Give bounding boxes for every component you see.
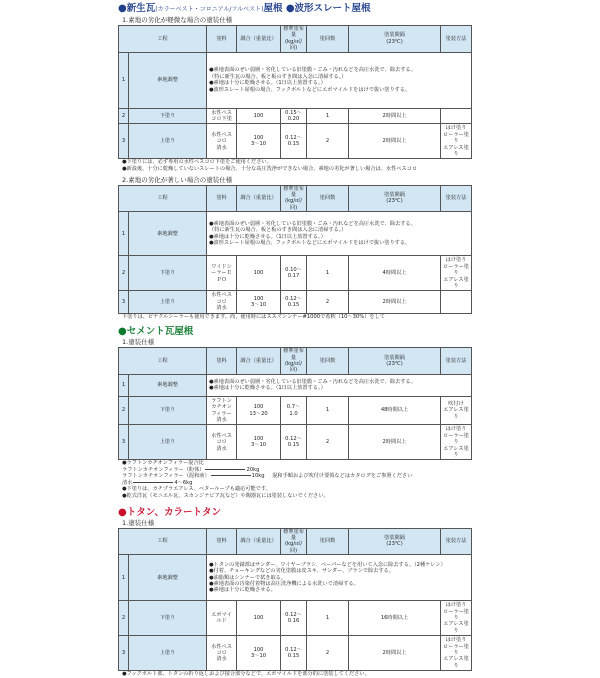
header-cell: 塗回数 — [307, 185, 349, 212]
paint-cell: エポマイルド — [207, 601, 237, 636]
prep-description: ●素地表面のぜい弱層・劣化している旧塗膜・ごみ・汚れなどを高圧水洗で、除去する。 （特に新生瓦の場合、板と板のすき間は入念に清掃する。） ●素地は十分に乾燥させる。（1日以上放置する。） ●波形スレート屋根の場合、フックボルトなどにエポマイルドをはけで抜い塗りする。 — [207, 52, 472, 108]
header-row — [119, 26, 472, 53]
paint-cell: 水性ペスコロ 清水 — [207, 636, 237, 671]
table-row — [119, 256, 472, 291]
amount-cell: 0.7〜1.0 — [281, 396, 307, 425]
table-row — [119, 601, 472, 636]
times-cell: 1 — [307, 601, 349, 636]
header-cell: 調合（重量比） — [237, 348, 281, 375]
method-cell: はけ塗り ローラー塗り エアレス塗り — [441, 636, 472, 671]
times-cell: 2 — [307, 636, 349, 671]
header-cell: 調合（重量比） — [237, 528, 281, 555]
times-cell: 1 — [307, 108, 349, 124]
header-cell: 工程 — [119, 528, 207, 555]
times-cell: 2 — [307, 124, 349, 159]
header-cell: 標準塗布量 (kg/㎡/回) — [281, 185, 307, 212]
interval-cell: 4時間以上 — [349, 256, 441, 291]
step-name: 上塗り — [129, 291, 207, 313]
times-cell: 1 — [307, 396, 349, 425]
interval-cell: 48時間以上 — [349, 396, 441, 425]
step-number: 3 — [119, 636, 129, 671]
mix-cell: 100 — [237, 601, 281, 636]
step-name: 下塗り — [129, 256, 207, 291]
step-number: 2 — [119, 396, 129, 425]
header-cell: 工程 — [119, 185, 207, 212]
header-cell: 塗装間隔 (23℃) — [349, 185, 441, 212]
method-cell: 吹付け エアレス塗り — [441, 396, 472, 425]
interval-cell: 2時間以上 — [349, 425, 441, 460]
header-cell: 標準塗布量 (kg/㎡/回) — [281, 528, 307, 555]
header-cell: 塗料 — [207, 528, 237, 555]
title-new-tile-sub: (カラーベスト・コロニアル/フルベスト) — [155, 6, 264, 13]
title-new-tile-suffix: 屋根 — [263, 3, 283, 14]
table-row — [119, 374, 472, 396]
table-row — [119, 555, 472, 601]
header-cell: 調合（重量比） — [237, 26, 281, 53]
prep-description: ●素地表面のぜい弱層・劣化している旧塗膜・ごみ・汚れなどを高圧水洗で、除去する。 （特に新生瓦の場合、板と板のすき間は入念に清掃する。） ●素地は十分に乾燥させる。（1日以上放置する。） ●波形スレート屋根の場合、フックボルトなどにエポマイルドをはけで抜い塗りする。 — [207, 212, 472, 256]
step-name: 上塗り — [129, 425, 207, 460]
interval-cell: 2時間以上 — [349, 124, 441, 159]
table-row — [119, 212, 472, 256]
step-number: 3 — [119, 425, 129, 460]
amount-cell: 0.12〜0.16 — [281, 601, 307, 636]
header-cell: 工程 — [119, 348, 207, 375]
table-1 — [118, 25, 600, 159]
interval-cell: 2時間以上 — [349, 291, 441, 313]
mix-dash — [211, 475, 251, 476]
method-cell — [441, 291, 472, 313]
step-name: 下塗り — [129, 396, 207, 425]
step-name: 下塗り — [129, 601, 207, 636]
times-cell: 1 — [307, 256, 349, 291]
amount-cell: 0.15〜0.20 — [281, 108, 307, 124]
prep-description: ●トタンの発錆部はサンダー、ワイヤーブラシ、ペーパーなどを用いて入念に除去する。（2種ケレン） ●付着、チョーキングなどの劣化塗膜は皮スキ、サンダー、ブラシで除去する。 ●油脂類はシンナーで拭き取る。 ●素地表面の汚染付着物は高圧洗浄機による水洗いで清掃する。 ●素地は十分に乾燥させる。 — [207, 555, 472, 601]
table-row — [119, 636, 472, 671]
note-4: ●フックボルト部、トタンの折り返しおよび接合部分などで、エポマイルドを部分的に塗装してください。 — [122, 671, 370, 678]
paint-cell: 水性ペスコロ下塗 — [207, 108, 237, 124]
table-row — [119, 52, 472, 108]
subtitle-cement: 1.塗装仕様 — [122, 338, 155, 347]
times-cell: 2 — [307, 425, 349, 460]
header-cell: 塗回数 — [307, 26, 349, 53]
paint-cell: 水性ペスコロ 清水 — [207, 425, 237, 460]
amount-cell: 0.10〜0.17 — [281, 256, 307, 291]
title-slate: 波形スレート屋根 — [294, 3, 371, 14]
mix-cell: 100 13〜20 — [237, 396, 281, 425]
paint-cell: ワイドシーラーＥＰＯ — [207, 256, 237, 291]
header-cell: 塗装方法 — [441, 528, 472, 555]
step-number: 3 — [119, 124, 129, 159]
step-number: 2 — [119, 601, 129, 636]
header-cell: 塗装間隔 (23℃) — [349, 528, 441, 555]
mix-value: 10kg — [251, 473, 265, 480]
table-3 — [118, 347, 600, 460]
table-row — [119, 291, 472, 313]
table-2 — [118, 185, 600, 314]
spec-table — [118, 185, 472, 314]
step-name: 上塗り — [129, 636, 207, 671]
paint-cell: 水性ペスコロ 清水 — [207, 291, 237, 313]
mix-ratio — [122, 460, 600, 486]
method-cell — [441, 108, 472, 124]
mix-dash — [205, 469, 245, 470]
method-cell: はけ塗り ローラー塗り エアレス塗り — [441, 425, 472, 460]
header-cell: 塗回数 — [307, 528, 349, 555]
header-cell: 塗料 — [207, 26, 237, 53]
step-name: 素地調整 — [129, 374, 207, 396]
table-row — [119, 108, 472, 124]
title-cement: セメント瓦屋根 — [126, 326, 194, 338]
mix-label: 清水 — [122, 479, 133, 486]
subtitle-severe: 2.素地の劣化が著しい場合の塗装仕様 — [122, 175, 233, 184]
step-number: 1 — [119, 555, 129, 601]
header-row — [119, 185, 472, 212]
mix-cell: 100 3〜10 — [237, 425, 281, 460]
step-name: 素地調整 — [129, 555, 207, 601]
mix-label: ラフトンカチオンフィラー（粉体） — [122, 466, 205, 473]
method-cell: はけ塗り ローラー塗り エアレス塗り — [441, 124, 472, 159]
table-4 — [118, 528, 600, 672]
step-number: 1 — [119, 52, 129, 108]
prep-description: ●素地表面のぜい弱層・劣化している旧塗膜・ごみ・汚れなどを高圧水洗で、除去する。 ●素地は十分に乾燥させる。（1日以上放置する。） — [207, 374, 472, 396]
step-name: 素地調整 — [129, 212, 207, 256]
mix-cell: 100 3〜10 — [237, 124, 281, 159]
step-name: 素地調整 — [129, 52, 207, 108]
interval-cell: 2時間以上 — [349, 108, 441, 124]
title-tin: トタン、カラートタン — [126, 506, 221, 518]
mix-label: ラフトンカチオンフィラー（混和液） — [122, 473, 210, 480]
header-cell: 塗装方法 — [441, 185, 472, 212]
header-cell: 塗料 — [207, 348, 237, 375]
step-number: 1 — [119, 374, 129, 396]
bullet-icon: ● — [285, 3, 295, 14]
mix-note: 混和手順および吹付け要領などはカタログをご参照ください — [270, 473, 413, 480]
amount-cell: 0.12〜0.15 — [281, 425, 307, 460]
note-2: 下塗りは、ピナクルシーラーも使用できます。尚、使用時にはススズシンナー#1000で希釈（10〜30%）をして — [122, 313, 385, 320]
bullet-icon: ● — [118, 326, 127, 338]
header-cell: 標準塗布量 (kg/㎡/回) — [281, 26, 307, 53]
interval-cell: 16時間以上 — [349, 601, 441, 636]
section-title-tin — [118, 506, 600, 519]
header-cell: 塗装間隔 (23℃) — [349, 26, 441, 53]
note-1: ●下塗りには、必ず専用の水性ペスコロ下塗をご使用ください。 ●新設後、十分に乾燥していないスレートの場合、十分な高圧洗浄ができない場合、素地の劣化が著しい場合は、水性ペスコロ — [122, 159, 418, 173]
step-number: 2 — [119, 108, 129, 124]
header-cell: 塗装間隔 (23℃) — [349, 348, 441, 375]
table-row — [119, 124, 472, 159]
paint-cell: ラフトンカチオンフィラー 清水 — [207, 396, 237, 425]
section-title-cement — [118, 325, 600, 338]
header-row — [119, 348, 472, 375]
paint-cell: 水性ペスコロ 清水 — [207, 124, 237, 159]
amount-cell: 0.12〜0.15 — [281, 291, 307, 313]
table-row — [119, 425, 472, 460]
step-name: 上塗り — [129, 124, 207, 159]
mix-value: 4〜6kg — [174, 479, 193, 486]
spec-table — [118, 25, 472, 159]
section-title-shingle — [118, 2, 600, 16]
mix-title: ●ラフトンカチオンフィラー混合比 — [122, 460, 204, 467]
mix-dash — [133, 482, 173, 483]
mix-cell: 100 3〜10 — [237, 636, 281, 671]
catalog-page — [0, 2, 600, 678]
header-cell: 調合（重量比） — [237, 185, 281, 212]
header-cell: 塗装方法 — [441, 348, 472, 375]
mix-value: 20kg — [246, 466, 260, 473]
step-number: 2 — [119, 256, 129, 291]
step-name: 下塗り — [129, 108, 207, 124]
mix-cell: 100 3〜10 — [237, 291, 281, 313]
spec-table — [118, 528, 472, 672]
mix-cell: 100 — [237, 256, 281, 291]
table-row — [119, 396, 472, 425]
header-row — [119, 528, 472, 555]
note-3: ●下塗りは、カチプラエアレス、ベターループも適応可能です。 ●乾式洋瓦（モニエル瓦、スカンジナビア瓦など）や陶器瓦には塗装しないでください。 — [122, 486, 329, 499]
spec-table — [118, 347, 472, 460]
bullet-icon: ● — [118, 3, 127, 14]
header-cell: 工程 — [119, 26, 207, 53]
mix-cell: 100 — [237, 108, 281, 124]
step-number: 1 — [119, 212, 129, 256]
title-new-tile: 新生瓦 — [126, 3, 156, 14]
header-cell: 塗回数 — [307, 348, 349, 375]
method-cell: はけ塗り ローラー塗り エアレス塗り — [441, 601, 472, 636]
bullet-icon: ● — [118, 506, 127, 518]
method-cell: はけ塗り ローラー塗り エアレス塗り — [441, 256, 472, 291]
interval-cell: 2時間以上 — [349, 636, 441, 671]
subtitle-mild: 1.素地の劣化が軽微な場合の塗装仕様 — [122, 16, 233, 24]
header-cell: 標準塗布量 (kg/㎡/回) — [281, 348, 307, 375]
amount-cell: 0.12〜0.15 — [281, 636, 307, 671]
header-cell: 塗装方法 — [441, 26, 472, 53]
subtitle-tin: 1.塗装仕様 — [122, 518, 155, 527]
header-cell: 塗料 — [207, 185, 237, 212]
step-number: 3 — [119, 291, 129, 313]
times-cell: 2 — [307, 291, 349, 313]
mix-rows — [122, 467, 600, 487]
amount-cell: 0.12〜0.15 — [281, 124, 307, 159]
